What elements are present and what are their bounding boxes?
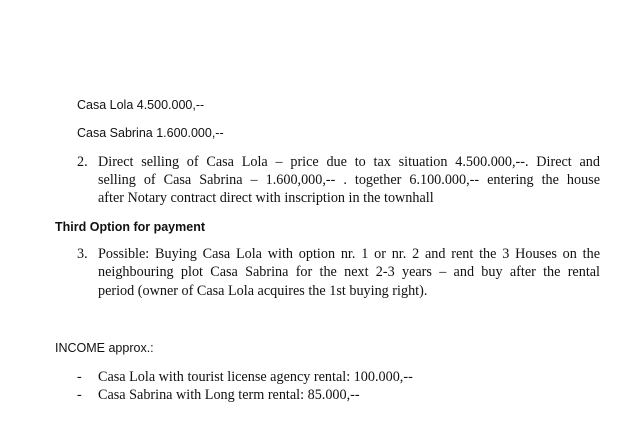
price-casa-lola: Casa Lola 4.500.000,-- bbox=[77, 98, 205, 112]
income-heading: INCOME approx.: bbox=[55, 341, 154, 355]
option-3-line-1: Possible: Buying Casa Lola with option nr. 1 or nr. 2 and rent the 3 Houses on the bbox=[98, 246, 600, 262]
income-bullet: - bbox=[77, 369, 82, 385]
income-item-casa-lola: Casa Lola with tourist license agency rental: 100.000,-- bbox=[98, 369, 413, 385]
option-3-number: 3. bbox=[77, 246, 88, 262]
option-2-line-3: after Notary contract direct with inscription in the townhall bbox=[98, 190, 434, 206]
income-bullet: - bbox=[77, 387, 82, 403]
option-2-number: 2. bbox=[77, 154, 88, 170]
income-item-casa-sabrina: Casa Sabrina with Long term rental: 85.000,-- bbox=[98, 387, 360, 403]
price-casa-sabrina: Casa Sabrina 1.600.000,-- bbox=[77, 126, 224, 140]
option-3-line-2: neighbouring plot Casa Sabrina for the next 2-3 years – and buy after the rental bbox=[98, 264, 600, 280]
option-3-line-3: period (owner of Casa Lola acquires the 1st buying right). bbox=[98, 283, 428, 299]
option-2-line-1: Direct selling of Casa Lola – price due to tax situation 4.500.000,--. Direct and bbox=[98, 154, 600, 170]
third-option-heading: Third Option for payment bbox=[55, 220, 205, 234]
option-2-line-2: selling of Casa Sabrina – 1.600,000,-- . together 6.100.000,-- entering the house bbox=[98, 172, 600, 188]
